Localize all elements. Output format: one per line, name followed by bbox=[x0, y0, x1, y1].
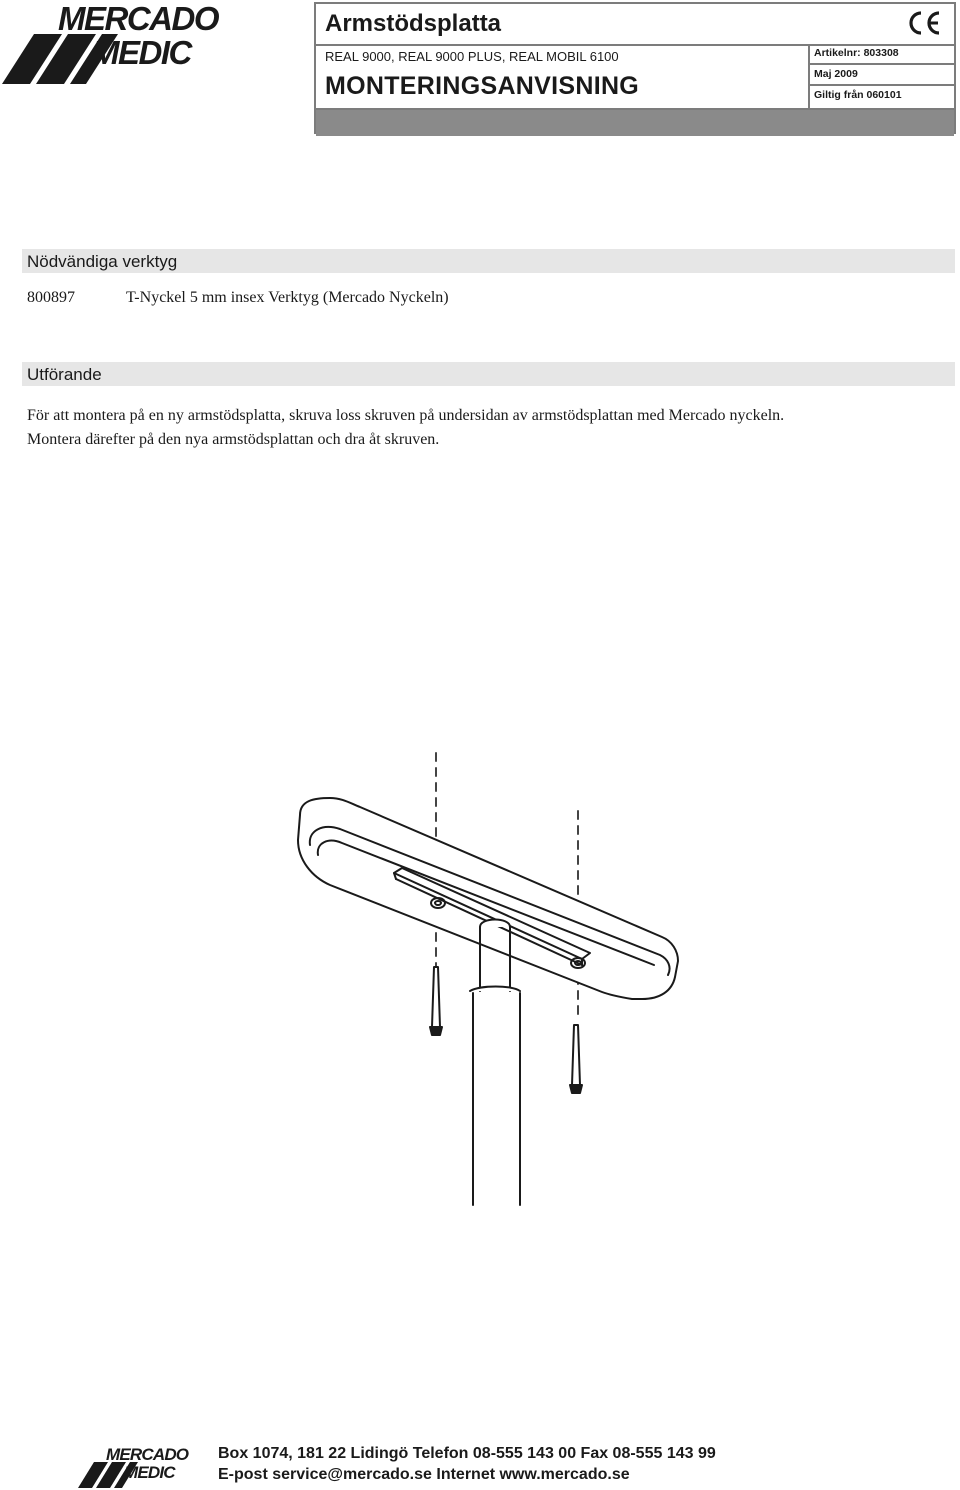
header-title-row bbox=[316, 4, 954, 46]
header-gray-band bbox=[316, 108, 954, 136]
article-number-cell bbox=[810, 44, 956, 65]
document-title: Armstödsplatta bbox=[325, 10, 502, 37]
valid-from: Giltig från 060101 bbox=[814, 89, 902, 101]
tools-heading: Nödvändiga verktyg bbox=[27, 252, 178, 271]
tool-number: 800897 bbox=[27, 289, 75, 306]
footer-address: Box 1074, 181 22 Lidingö Telefon 08-555 143 00 Fax 08-555 143 99 bbox=[218, 1445, 716, 1462]
tools-heading-band bbox=[22, 249, 955, 273]
procedure-text bbox=[27, 404, 947, 452]
valid-from-cell bbox=[810, 86, 956, 108]
date-cell bbox=[810, 65, 956, 86]
footer-contact: E-post service@mercado.se Internet www.mercado.se bbox=[218, 1466, 630, 1483]
document-header bbox=[314, 2, 956, 134]
document-date: Maj 2009 bbox=[814, 68, 858, 80]
product-models: REAL 9000, REAL 9000 PLUS, REAL MOBIL 6100 bbox=[325, 49, 619, 64]
procedure-line: Montera därefter på den nya armstödsplattan och dra åt skruven. bbox=[27, 431, 440, 448]
svg-text:MEDIC: MEDIC bbox=[92, 34, 191, 71]
procedure-line: För att montera på en ny armstödsplatta, skruva loss skruven på undersidan av armstödsplattan med Mercado nyckeln. bbox=[27, 407, 785, 424]
mercado-medic-logo bbox=[0, 0, 240, 90]
document-type: MONTERINGSANVISNING bbox=[325, 72, 640, 100]
svg-text:MEDIC: MEDIC bbox=[124, 1463, 175, 1482]
procedure-heading: Utförande bbox=[27, 365, 102, 384]
armrest-assembly-illustration bbox=[270, 745, 710, 1215]
svg-text:MERCADO: MERCADO bbox=[58, 0, 218, 37]
ce-mark-icon bbox=[906, 9, 942, 37]
tool-description: T-Nyckel 5 mm insex Verktyg (Mercado Nyckeln) bbox=[126, 289, 449, 306]
procedure-heading-band bbox=[22, 362, 955, 386]
article-number: Artikelnr: 803308 bbox=[814, 47, 899, 59]
header-left-column bbox=[316, 44, 810, 108]
svg-text:MERCADO: MERCADO bbox=[106, 1445, 189, 1464]
mercado-medic-footer-logo bbox=[76, 1440, 196, 1490]
